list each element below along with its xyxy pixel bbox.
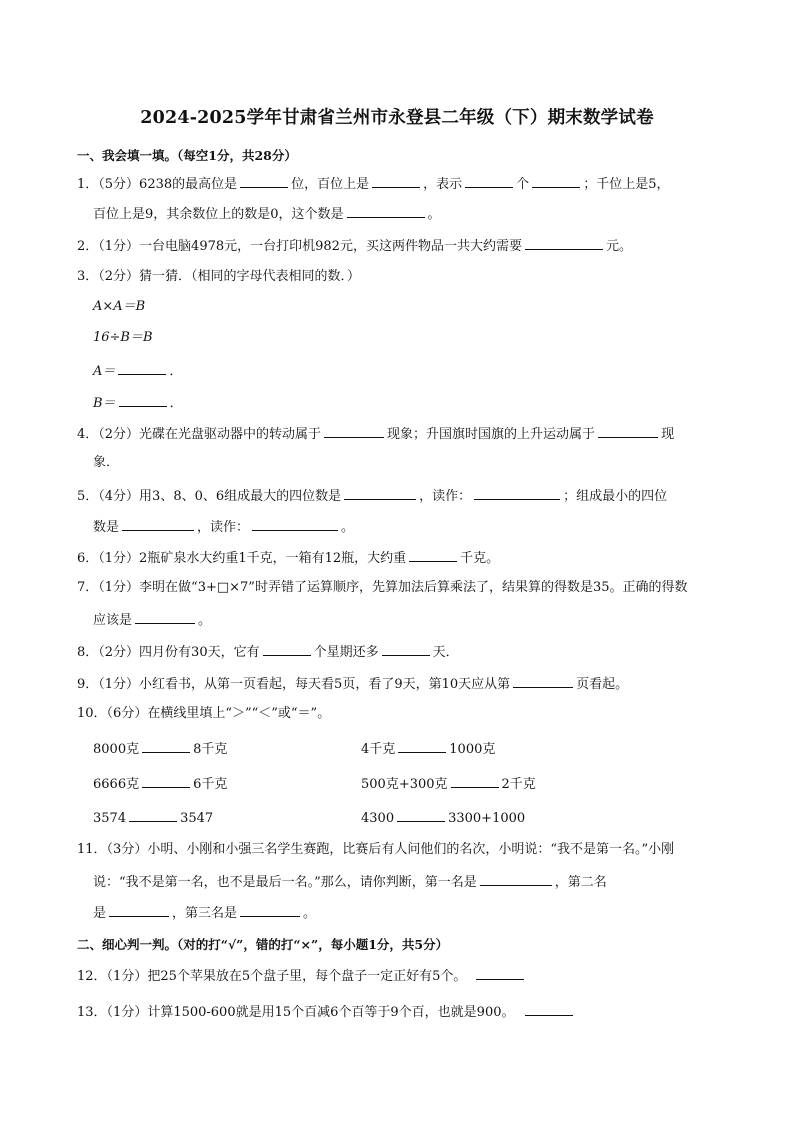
- compare-row-1-left: 8000克 8千克: [93, 738, 227, 757]
- question-8: 8．（2分）四月份有30天，它有 个星期还多 天．: [77, 642, 459, 662]
- question-12: 12．（1分）把25个苹果放在5个盘子里，每个盘子一定正好有5个。: [77, 966, 527, 986]
- question-7-line-1: 7．（1分）李明在做“3+□×7”时弄错了运算顺序，先算加法后算乘法了，结果算的得数是35。正确的得数: [77, 580, 688, 595]
- question-11-line-1: 11．（3分）小明、小刚和小强三名学生赛跑，比赛后有人问他们的名次，小明说：“我不是第一名。”小刚: [77, 842, 675, 857]
- answer-blank[interactable]: [372, 174, 420, 188]
- answer-a: A＝ ．: [93, 361, 182, 381]
- compare-row-3-right: 4300 3300+1000: [361, 808, 525, 826]
- answer-blank[interactable]: [409, 548, 457, 562]
- answer-blank[interactable]: [263, 642, 311, 656]
- answer-blank[interactable]: [118, 361, 166, 375]
- answer-blank[interactable]: [474, 486, 560, 500]
- answer-blank[interactable]: [513, 674, 573, 688]
- question-4-line-2: 象．: [93, 455, 120, 470]
- compare-row-1-right: 4千克 1000克: [361, 738, 495, 757]
- section-heading-true-false: 二、细心判一判。（对的打“√”，错的打“×”，每小题1分，共5分）: [77, 937, 449, 952]
- question-3: 3．（2分）猜一猜．（相同的字母代表相同的数．）: [77, 269, 361, 284]
- answer-blank[interactable]: [480, 872, 552, 886]
- answer-blank[interactable]: [135, 610, 195, 624]
- answer-blank[interactable]: [465, 174, 513, 188]
- answer-blank[interactable]: [119, 393, 167, 407]
- answer-blank[interactable]: [324, 424, 384, 438]
- question-1-line-1: 1．（5分）6238的最高位是 位，百位上是 ，表示 个 ；千位上是5，: [77, 174, 669, 194]
- section-heading-fill-in: 一、我会填一填。（每空1分，共28分）: [77, 148, 297, 163]
- answer-blank[interactable]: [397, 808, 445, 822]
- answer-blank[interactable]: [129, 808, 177, 822]
- question-13: 13．（1分）计算1500-600就是用15个百减6个百等于9个百，也就是900。: [77, 1002, 576, 1022]
- answer-blank[interactable]: [382, 642, 430, 656]
- answer-blank[interactable]: [476, 966, 524, 980]
- question-1-line-2: 百位上是9，其余数位上的数是0，这个数是 。: [93, 204, 441, 224]
- question-2: 2．（1分）一台电脑4978元，一台打印机982元，买这两件物品一共大约需要 元。: [77, 236, 632, 256]
- question-9: 9．（1分）小红看书，从第一页看起，每天看5页，看了9天，第10天应从第 页看起。: [77, 674, 628, 694]
- compare-row-2-right: 500克+300克 2千克: [361, 773, 536, 792]
- answer-blank[interactable]: [451, 774, 499, 788]
- question-6: 6．（1分）2瓶矿泉水大约重1千克，一箱有12瓶，大约重 千克。: [77, 548, 499, 568]
- answer-blank[interactable]: [525, 236, 603, 250]
- page-title: 2024-2025学年甘肃省兰州市永登县二年级（下）期末数学试卷: [140, 108, 654, 128]
- answer-blank[interactable]: [109, 903, 169, 917]
- answer-blank[interactable]: [142, 739, 190, 753]
- answer-blank[interactable]: [240, 903, 300, 917]
- answer-blank[interactable]: [347, 204, 425, 218]
- question-5-line-1: 5．（4分）用3、8、0、6组成最大的四位数是 ，读作： ；组成最小的四位: [77, 486, 667, 506]
- compare-row-3-left: 3574 3547: [93, 808, 213, 826]
- compare-row-2-left: 6666克 6千克: [93, 773, 227, 792]
- question-10: 10．（6分）在横线里填上“＞”“＜”或“＝”。: [77, 706, 331, 721]
- equation-1: A×A＝B: [93, 299, 146, 314]
- equation-2: 16÷B＝B: [93, 330, 153, 345]
- question-4-line-1: 4．（2分）光碟在光盘驱动器中的转动属于 现象；升国旗时国旗的上升运动属于 现: [77, 424, 674, 444]
- question-5-line-2: 数是 ，读作： 。: [93, 517, 354, 537]
- answer-blank[interactable]: [142, 774, 190, 788]
- answer-blank[interactable]: [598, 424, 658, 438]
- question-7-line-2: 应该是 。: [93, 610, 211, 630]
- answer-blank[interactable]: [252, 517, 338, 531]
- answer-blank[interactable]: [122, 517, 194, 531]
- question-11-line-3: 是 ，第三名是 。: [93, 903, 316, 923]
- answer-blank[interactable]: [240, 174, 288, 188]
- answer-blank[interactable]: [398, 739, 446, 753]
- answer-b: B＝ ．: [93, 393, 183, 413]
- question-11-line-2: 说：“我不是第一名，也不是最后一名。”那么，请你判断，第一名是 ，第二名: [93, 872, 607, 892]
- answer-blank[interactable]: [344, 486, 416, 500]
- answer-blank[interactable]: [532, 174, 580, 188]
- answer-blank[interactable]: [525, 1002, 573, 1016]
